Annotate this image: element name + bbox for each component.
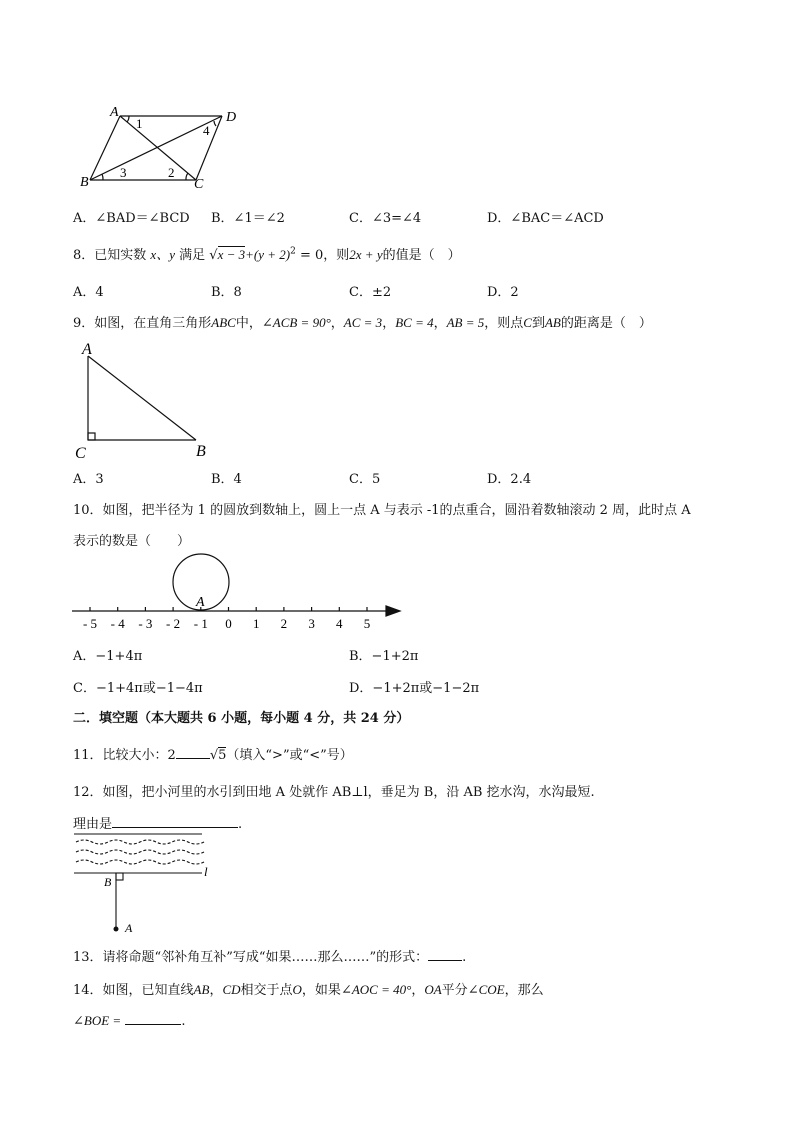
- vertex-b: B: [80, 175, 89, 190]
- triangle-vertex-c: C: [75, 445, 86, 462]
- tick-label: - 1: [193, 616, 208, 631]
- tick-label: - 4: [110, 616, 125, 631]
- q14-answer-blank[interactable]: [125, 1012, 181, 1025]
- number-line-figure: [66, 552, 411, 634]
- parallelogram-figure: [70, 100, 260, 195]
- q9-option-b: B．4: [211, 472, 242, 487]
- q7-option-a: A．∠BAD＝∠BCD: [73, 211, 190, 226]
- number-line-point-a: A: [196, 595, 205, 610]
- river-figure: [70, 830, 220, 938]
- tick-label: - 5: [82, 616, 98, 631]
- right-triangle-figure: [72, 336, 222, 464]
- river-line-l: l: [204, 864, 208, 879]
- q13-stem: 13．请将命题“邻补角互补”写成“如果……那么……”的形式： .: [73, 950, 467, 965]
- river-point-a: A: [125, 921, 133, 935]
- vertex-d: D: [226, 110, 237, 125]
- angle-1-label: 1: [136, 116, 143, 131]
- tick-label: 4: [336, 616, 343, 631]
- tick-label: - 2: [166, 616, 181, 631]
- q8-option-c: C．±2: [349, 285, 392, 300]
- triangle-vertex-b: B: [196, 443, 206, 460]
- q7-option-d: D．∠BAC＝∠ACD: [487, 211, 604, 226]
- q9-stem: 9．如图，在直角三角形ABC中，∠ACB = 90°，AC = 3，BC = 4，AB = 5，则点C到AB的距离是（ ）: [73, 315, 652, 331]
- q10-option-d: D．−1+2π或−1−2π: [349, 681, 480, 696]
- tick-label: 2: [280, 616, 288, 631]
- tick-label: - 3: [138, 616, 153, 631]
- q9-option-c: C．5: [349, 472, 381, 487]
- q10-option-a: A．−1+4π: [73, 649, 143, 664]
- angle-2-label: 2: [168, 165, 175, 180]
- q10-option-b: B．−1+2π: [349, 649, 419, 664]
- q9-option-d: D．2.4: [487, 472, 532, 487]
- section-2-title: 二．填空题（本大题共 6 小题，每小题 4 分，共 24 分）: [73, 711, 410, 726]
- tick-label: 0: [225, 616, 232, 631]
- q8-option-b: B．8: [211, 285, 242, 300]
- triangle-vertex-a: A: [82, 341, 92, 358]
- q10-stem-line1: 10．如图，把半径为 1 的圆放到数轴上，圆上一点 A 与表示 -1的点重合，圆沿着数轴滚动 2 周，此时点 A: [73, 503, 691, 518]
- q14-stem-line1: 14．如图，已知直线AB，CD相交于点O，如果∠AOC = 40°，OA平分∠COE，那么: [73, 982, 544, 998]
- q12-stem-line2: 理由是 .: [73, 817, 243, 832]
- angle-4-label: 4: [203, 123, 210, 138]
- angle-3-label: 3: [120, 165, 127, 180]
- q14-stem-line2: ∠BOE = .: [73, 1013, 186, 1029]
- q10-stem-line2: 表示的数是（ ）: [73, 534, 191, 549]
- tick-label: 1: [252, 616, 260, 631]
- vertex-c: C: [194, 177, 204, 192]
- q13-answer-blank[interactable]: [428, 948, 462, 961]
- q11-stem: 11．比较大小：2 √5（填入“>”或“<”号）: [73, 748, 353, 763]
- q9-option-a: A．3: [73, 472, 104, 487]
- q12-answer-blank[interactable]: [112, 815, 238, 828]
- q7-option-c: C．∠3=∠4: [349, 211, 422, 226]
- q12-stem-line1: 12．如图，把小河里的水引到田地 A 处就作 AB⊥l，垂足为 B，沿 AB 挖水沟，水沟最短.: [73, 785, 595, 800]
- vertex-a: A: [110, 105, 119, 120]
- q10-option-c: C．−1+4π或−1−4π: [73, 681, 203, 696]
- q11-answer-blank[interactable]: [176, 746, 210, 759]
- river-point-b: B: [104, 875, 112, 889]
- q8-stem: 8．已知实数 x、y 满足 $√x - 3+(y + 2)^2 = 0$，则2x + y的值是（ ）: [73, 246, 461, 263]
- q8-option-d: D．2: [487, 285, 519, 300]
- q8-option-a: A．4: [73, 285, 104, 300]
- sqrt-expression: √x − 3: [209, 247, 246, 263]
- tick-label: 3: [308, 616, 315, 631]
- tick-label: 5: [363, 616, 371, 631]
- q7-option-b: B．∠1＝∠2: [211, 211, 285, 226]
